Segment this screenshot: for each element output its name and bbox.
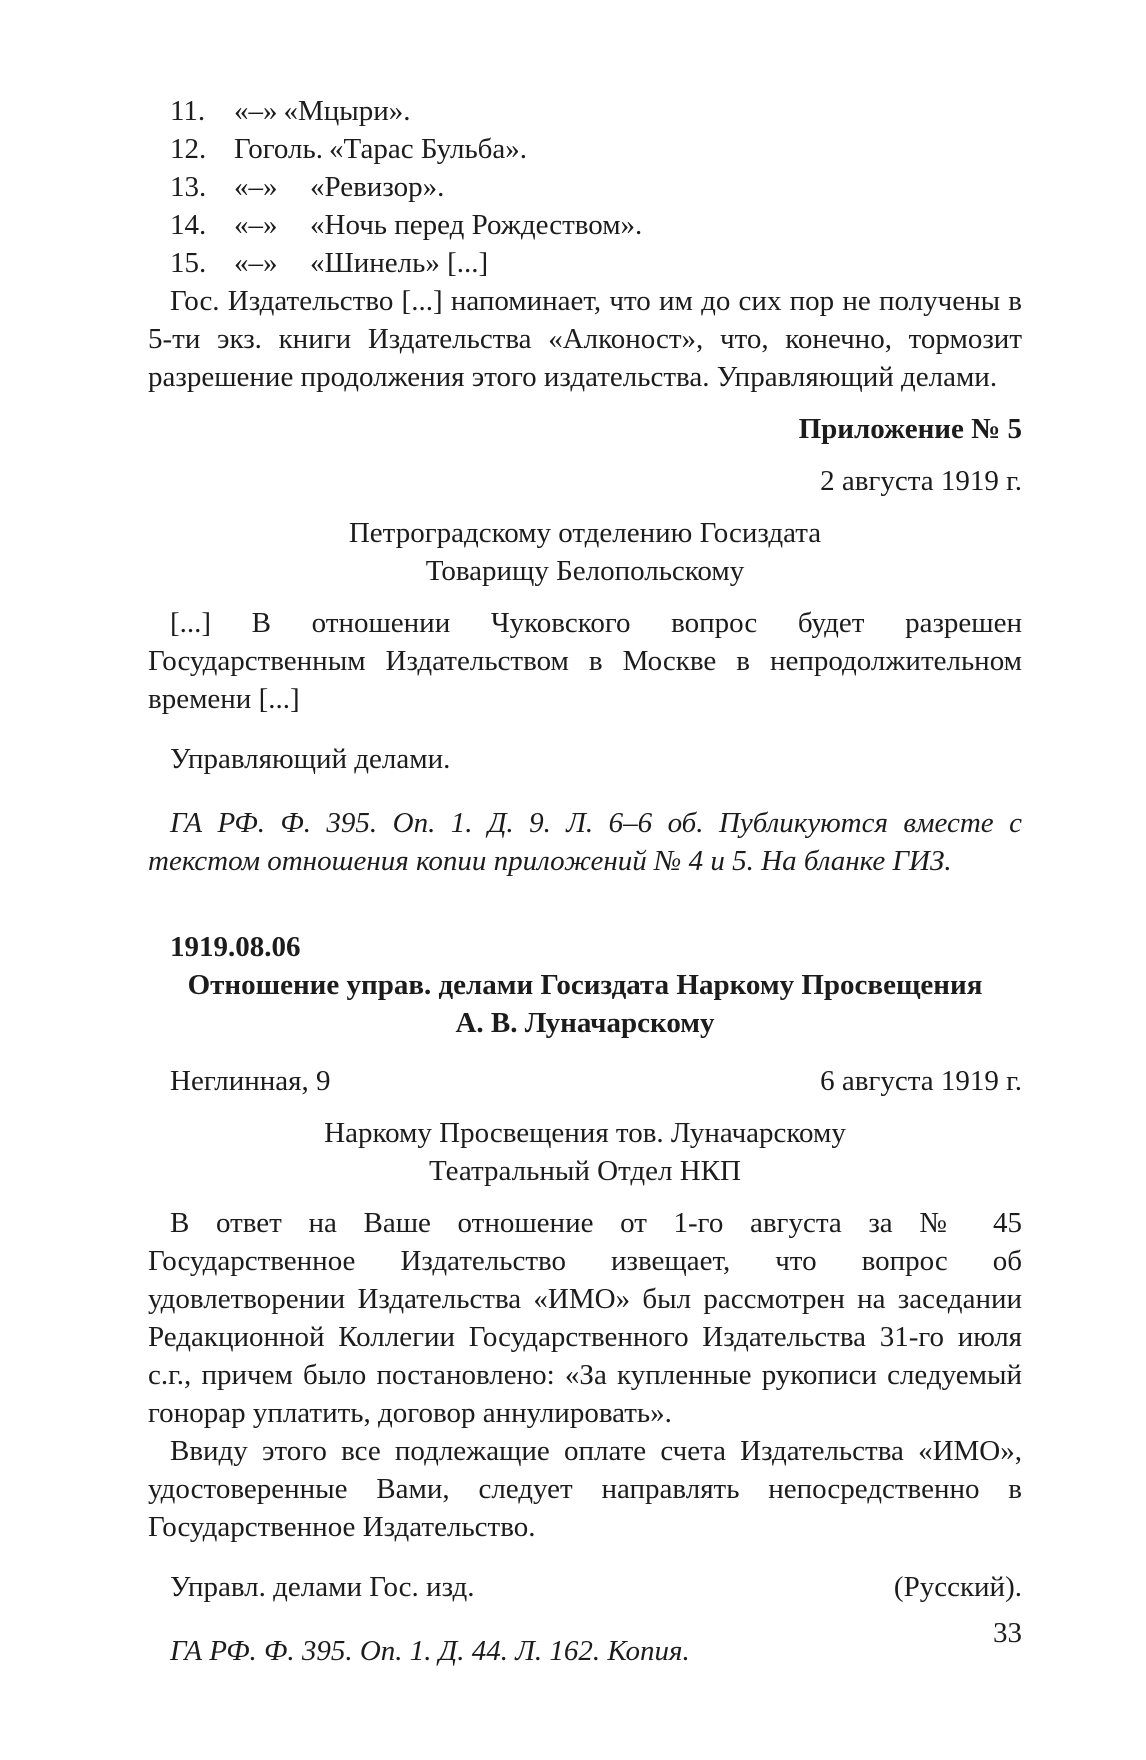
document-title-line: Отношение управ. делами Госиздата Наркому Просвещения <box>187 969 983 1001</box>
list-author: «–» <box>234 247 278 279</box>
list-number: 15. <box>170 247 207 279</box>
list-author: Гоголь. <box>234 133 323 165</box>
list-author: «–» <box>234 209 278 241</box>
list-number: 14. <box>170 209 207 241</box>
signature-title: Управл. делами Гос. изд. <box>170 1571 475 1603</box>
document-source-note: ГА РФ. Ф. 395. Оп. 1. Д. 44. Л. 162. Копия. <box>170 1635 690 1667</box>
document-page <box>148 92 1022 1670</box>
list-author: «–» <box>234 95 278 127</box>
list-title: «Ревизор». <box>310 171 445 203</box>
book-list <box>148 92 1022 282</box>
document-title-line: А. В. Луначарскому <box>455 1007 715 1039</box>
appendix-addressee <box>148 514 1022 590</box>
addressee-line: Театральный Отдел НКП <box>429 1155 741 1187</box>
document-date: 6 августа 1919 г. <box>820 1065 1022 1097</box>
appendix-signature: Управляющий делами. <box>170 743 451 775</box>
list-item <box>148 92 1022 130</box>
list-item <box>148 130 1022 168</box>
document-paragraph: Ввиду этого все подлежащие оплате счета Издательства «ИМО», удостоверенные Вами, следует направлять непосредственно в Государственное Издательство. <box>148 1435 1022 1543</box>
list-author: «–» <box>234 171 278 203</box>
appendix-heading: Приложение № 5 <box>798 413 1022 445</box>
list-item <box>148 206 1022 244</box>
list-title: «Мцыри». <box>283 95 411 127</box>
document-title <box>148 966 1022 1042</box>
document-signature-row <box>148 1568 1022 1606</box>
list-title: «Ночь перед Рождеством». <box>310 209 643 241</box>
signature-name: (Русский). <box>893 1571 1022 1603</box>
list-title: «Шинель» [...] <box>310 247 489 279</box>
gos-publisher-paragraph: Гос. Издательство [...] напоминает, что им до сих пор не получены в 5-ти экз. книги Издательства «Алконост», что, конечно, тормозит разрешение продолжения этого издательства. Управляющий делами. <box>148 285 1022 393</box>
list-item <box>148 244 1022 282</box>
document-paragraph: В ответ на Ваше отношение от 1-го августа за № 45 Государственное Издательство извещает, что вопрос об удовлетворении Издательства «ИМО» был рассмотрен на заседании Редакционной Коллегии Государственного Издательства 31-го июля с.г., причем было постановлено: «За купленные рукописи следуемый гонорар уплатить, договор аннулировать». <box>148 1207 1022 1429</box>
document-id: 1919.08.06 <box>170 931 301 963</box>
page-number: 33 <box>993 1617 1022 1649</box>
document-addressee <box>148 1114 1022 1190</box>
document-place: Неглинная, 9 <box>170 1065 331 1097</box>
appendix-body: [...] В отношении Чуковского вопрос будет разрешен Государственным Издательством в Москве в непродолжительном времени [...] <box>148 607 1022 715</box>
place-date-row <box>148 1062 1022 1100</box>
addressee-line: Товарищу Белопольскому <box>425 555 745 587</box>
list-item <box>148 168 1022 206</box>
addressee-line: Наркому Просвещения тов. Луначарскому <box>324 1117 846 1149</box>
list-number: 13. <box>170 171 207 203</box>
appendix-date: 2 августа 1919 г. <box>820 465 1022 497</box>
list-title: «Тарас Бульба». <box>328 133 528 165</box>
addressee-line: Петроградскому отделению Госиздата <box>348 517 822 549</box>
list-number: 11. <box>170 95 206 127</box>
list-number: 12. <box>170 133 207 165</box>
appendix-source-note: ГА РФ. Ф. 395. Оп. 1. Д. 9. Л. 6–6 об. Публикуются вместе с текстом отношения копии приложений № 4 и 5. На бланке ГИЗ. <box>148 807 1022 877</box>
